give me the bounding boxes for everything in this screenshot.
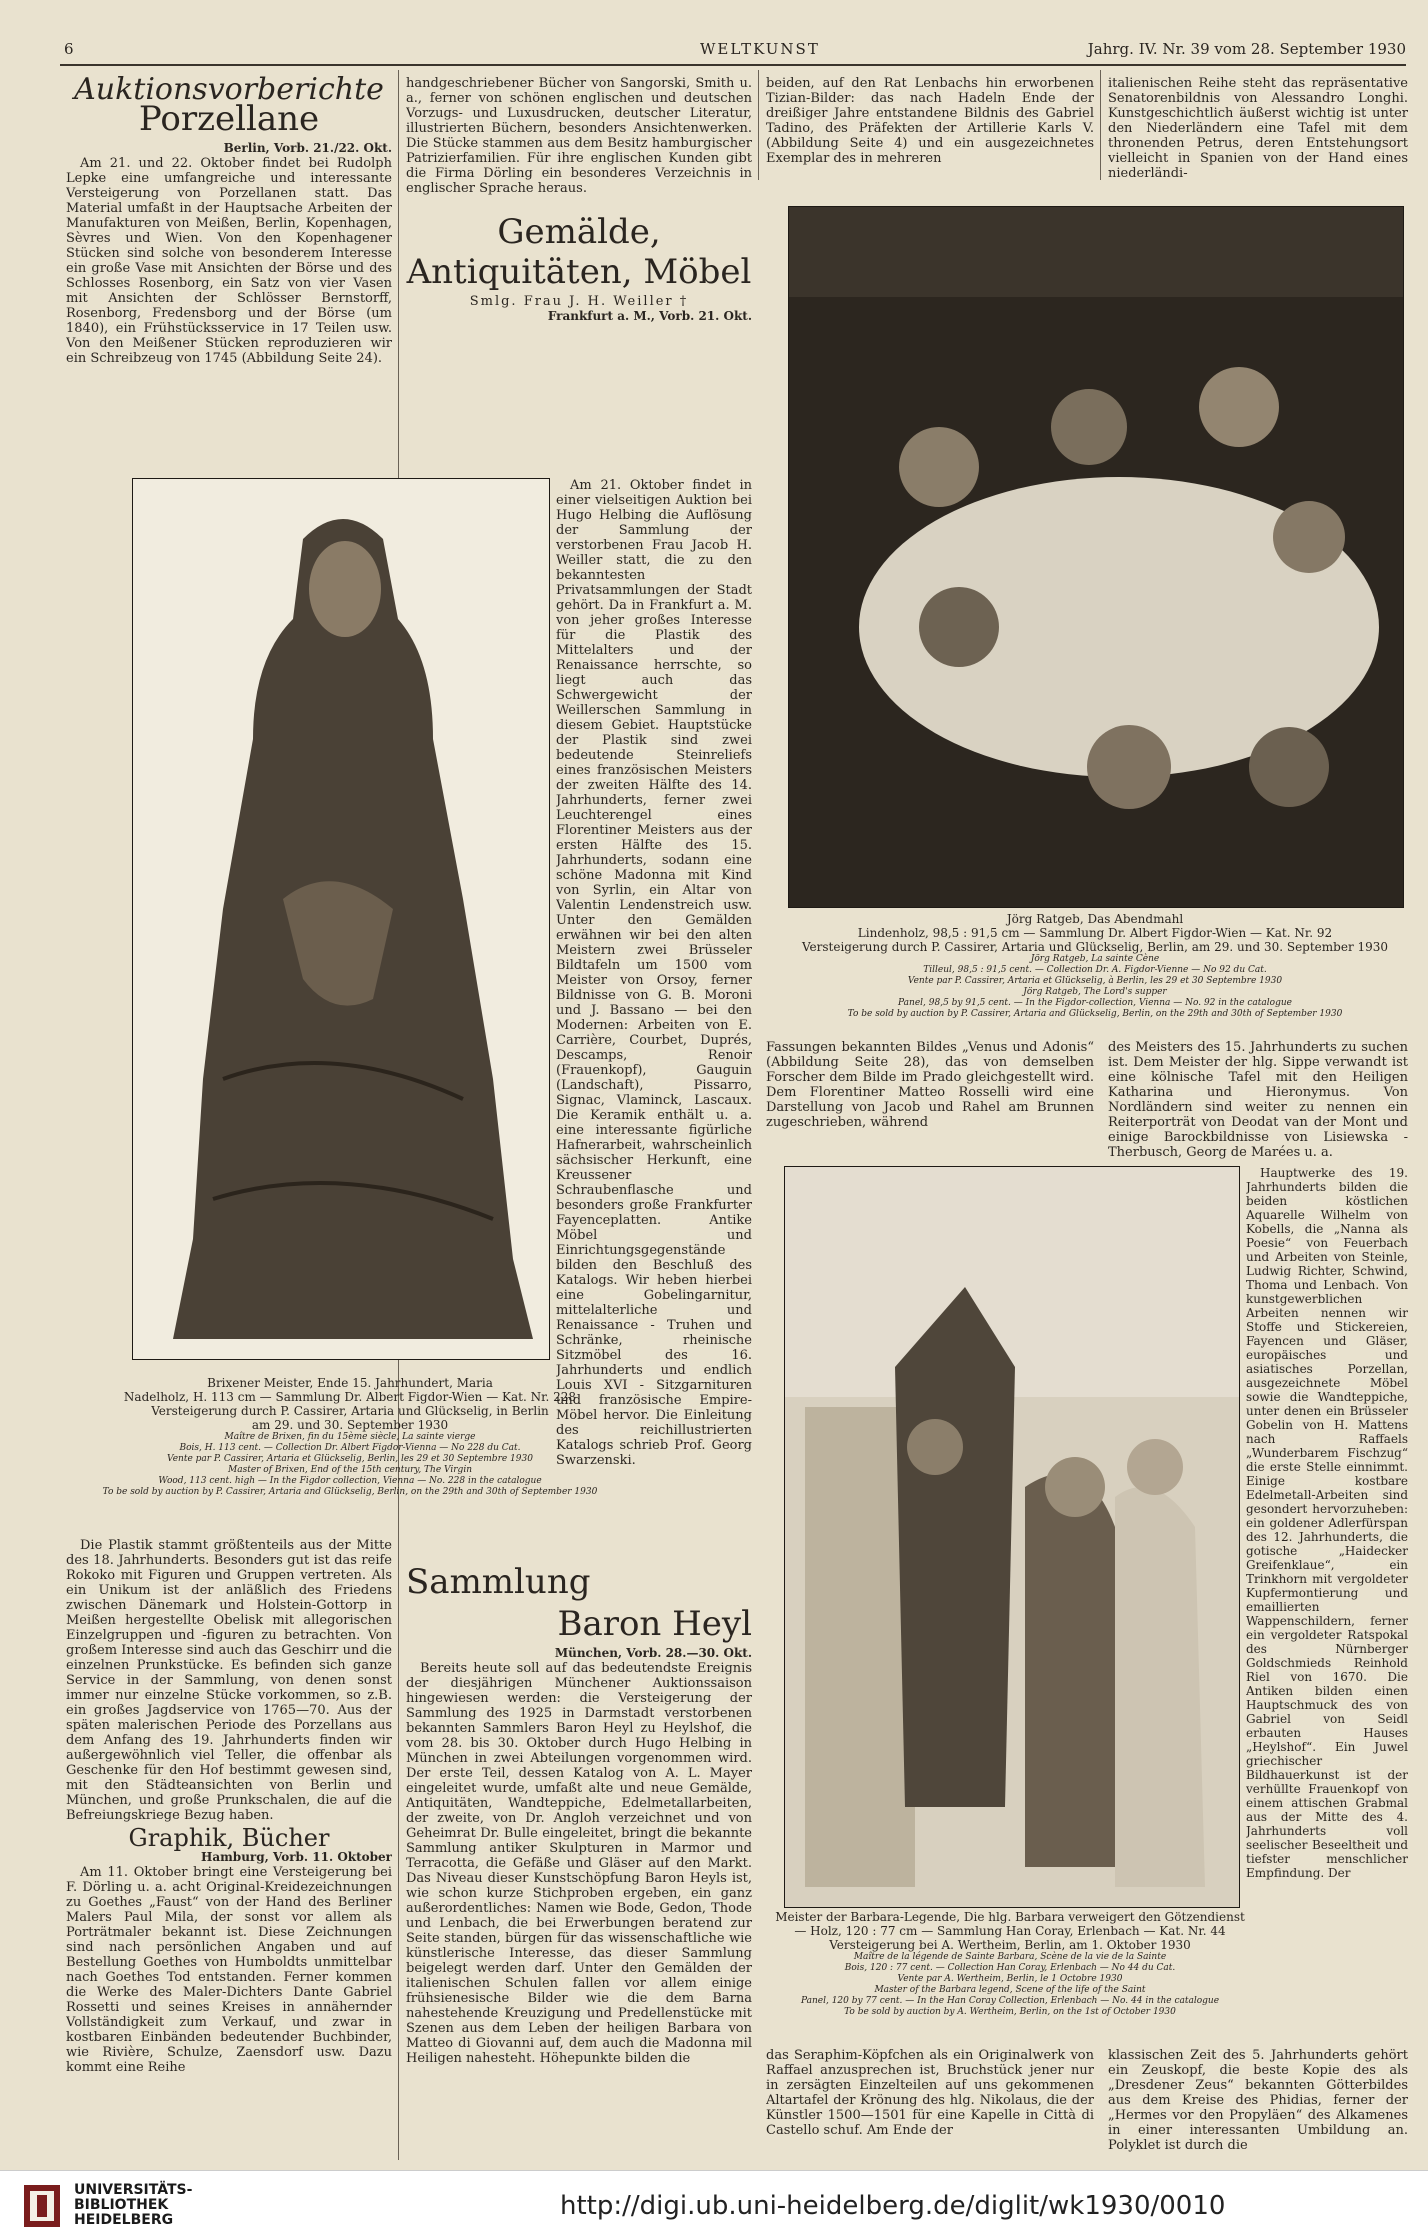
library-line: HEIDELBERG bbox=[74, 2212, 174, 2228]
article-text: Am 11. Oktober bringt eine Versteigerung bei F. Dörling u. a. acht Original-Kreidezeichnungen zu Goethes „Faust“ von der Hand des Berliner Malers Paul Mila, der sonst vor allem als Porträtmaler bekannt ist. Diese Zeichnungen sind nach persönlichen Angaben und auf Bestellung Goethes von Humboldts unmittelbar nach Goethes Tod entstanden. Ferner kommen die Werke des Maler-Dichters Dante Gabriel Rossetti und seines Kreises in annähernder Vollständigkeit zum Verkauf, und zwar in kostbaren Einbänden bedeutender Buchbinder, wie Rivière, Schulze, Zaensdorf usw. Dazu kommt eine Reihe bbox=[66, 1865, 392, 2075]
col3-bottom bbox=[766, 2048, 1094, 2160]
caption-english: Jörg Ratgeb, The Lord's supper bbox=[1023, 987, 1167, 997]
figure-abendmahl-painting bbox=[788, 206, 1404, 908]
section-kicker: Auktionsvorberichte bbox=[74, 76, 384, 107]
caption-french: Vente par P. Cassirer, Artaria et Glückselig, Berlin, les 29 et 30 Septembre 1930 bbox=[167, 1454, 533, 1464]
column-rule bbox=[1100, 70, 1101, 180]
page-number: 6 bbox=[64, 40, 74, 58]
article-text: Am 21. Oktober findet in einer vielseitigen Auktion bei Hugo Helbing die Auflösung der Sammlung der verstorbenen Frau Jacob H. Weiller statt, die zu den bekanntesten Privatsammlungen der Stadt gehört. Da in Frankfurt a. M. von jeher großes Interesse für die Plastik des Mittelalters und der Renaissance herrschte, so liegt auch das Schwergewicht der Weillerschen Sammlung in diesem Gebiet. Hauptstücke der Plastik sind zwei bedeutende Steinreliefs eines französischen Meisters der zweiten Hälfte des 14. Jahrhunderts, ferner zwei Leuchterengel eines Florentiner Meisters aus der ersten Hälfte des 15. Jahrhunderts, sodann eine schöne Madonna mit Kind von Syrlin, ein Altar von Valentin Lendenstreich usw. Unter den Gemälden erwähnen wir bei den alten Meistern zwei Brüsseler Bildtafeln um 1500 vom Meister von Orsoy, ferner Bildnisse von G. B. Moroni und J. Bassano — bei den Modernen: Arbeiten von E. Carrière, Courbet, Duprés, Descamps, Renoir (Frauenkopf), Gauguin (Landschaft), Pissarro, Signac, Vlaminck, Lascaux. Die Keramik enthält u. a. eine interessante figürliche Hafnerarbeit, wahrscheinlich sächsischer Herkunft, eine Kreussener Schraubenflasche und besonders große Frankfurter Fayenceplatten. Antike Möbel und Einrichtungsgegenstände bilden den Beschluß des Katalogs. Wir heben hierbei eine Gobelingarnitur, mittelalterliche und Renaissance - Truhen und Schränke, rheinische Sitzmöbel des 16. Jahrhunderts und endlich Louis XVI - Sitzgarnituren und französische Empire-Möbel hervor. Die Einleitung des reichillustrierten Katalogs schrieb Prof. Georg Swarzenski. bbox=[556, 478, 752, 1468]
caption-english: Panel, 120 by 77 cent. — In the Han Coray Collection, Erlenbach — No. 44 in the catalogue bbox=[800, 1996, 1220, 2006]
caption-line: Versteigerung durch P. Cassirer, Artaria und Glückselig, in Berlin bbox=[151, 1404, 549, 1418]
col4-top bbox=[1108, 76, 1408, 180]
article-text: Die Plastik stammt größtenteils aus der Mitte des 18. Jahrhunderts. Besonders gut ist das reife Rokoko mit Figuren und Gruppen vertreten. Als ein Unikum ist der anläßlich des Friedens zwischen Dänemark und Holstein-Gottorp in Meißen hergestellte Obelisk mit allegorischen Einzelgruppen und -figuren zu betrachten. Von großem Interesse sind auch das Geschirr und die einzelnen Prunkstücke. Es befinden sich ganze Service in der Sammlung, von denen sonst immer nur einzelne Stücke vorkommen, so z.B. ein großes Jagdservice von 1765—70. Aus der späten malerischen Periode des Porzellans aus dem Anfang des 19. Jahrhunderts finden wir außergewöhnlich viel Teller, die offenbar als Geschenke für den Hof bestimmt gewesen sind, mit den Städteansichten von Berlin und München, und große Prunkschalen, die auf die Befreiungskriege Bezug haben. bbox=[66, 1538, 392, 1823]
dateline: Hamburg, Vorb. 11. Oktober bbox=[201, 1850, 392, 1864]
library-line: BIBLIOTHEK bbox=[74, 2197, 169, 2213]
article-text: italienischen Reihe steht das repräsentative Senatorenbildnis von Alessandro Longhi. Kunstgeschichtlich äußerst wichtig ist unter den Niederländern eine Tafel mit dem thronenden Petrus, deren Entstehungsort vielleicht in Spanien von der Hand eines niederländi- bbox=[1108, 76, 1408, 180]
caption-french: Tilleul, 98,5 : 91,5 cent. — Collection Dr. A. Figdor-Vienne — No 92 du Cat. bbox=[923, 965, 1267, 975]
permalink-url[interactable]: http://digi.ub.uni-heidelberg.de/diglit/wk1930/0010 bbox=[560, 2191, 1226, 2221]
caption-english: To be sold by auction by A. Wertheim, Berlin, on the 1st of October 1930 bbox=[844, 2007, 1176, 2017]
caption-line: Lindenholz, 98,5 : 91,5 cm — Sammlung Dr. Albert Figdor-Wien — Kat. Nr. 92 bbox=[857, 926, 1333, 940]
article-text: Am 21. und 22. Oktober findet bei Rudolph Lepke eine umfangreiche und interessante Versteigerung von Porzellanen statt. Das Material umfaßt in der Hauptsache Arbeiten der Manufakturen von Meißen, Berlin, Kopenhagen, Sèvres und Wien. Von den Kopenhagener Stücken sind solche von besonderem Interesse ein große Vase mit Ansichten der Börse und des Schlosses Rosenborg, ein Satz von vier Vasen mit Ansichten der Schlösser Bernstorff, Rosenborg, Fredensborg und der Börse (um 1840), ein Frühstücksservice in 17 Teilen usw. Von den Meißener Stücken reproduzieren wir ein Schreibzeug von 1745 (Abbildung Seite 24). bbox=[66, 156, 392, 366]
section-title-baron-heyl: Baron Heyl bbox=[557, 1604, 752, 1644]
caption-english: Master of Brixen, End of the 15th century, The Virgin bbox=[228, 1465, 472, 1475]
library-line: UNIVERSITÄTS- bbox=[74, 2182, 193, 2198]
col2-narrow bbox=[556, 478, 752, 1538]
caption-english: Panel, 98,5 by 91,5 cent. — In the Figdor-collection, Vienna — No. 92 in the catalogue bbox=[898, 998, 1292, 1008]
article-text: Fassungen bekannten Bildes „Venus und Adonis“ (Abbildung Seite 28), das von demselben Forscher dem Bilde im Prado gleichgestellt wird. Dem Florentiner Matteo Rosselli wird eine Darstellung von Jacob und Rahel am Brunnen zugeschrieben, während bbox=[766, 1040, 1094, 1130]
article-text: beiden, auf den Rat Lenbachs hin erworbenen Tizian-Bilder: das nach Hadeln Ende der dreißiger Jahre entstandene Bildnis des Gabriel Tadino, des Präfekten der Artillerie Karls V. (Abbildung Seite 4) und ein ausgezeichnetes Exemplar des in mehreren bbox=[766, 76, 1094, 166]
digitization-footer bbox=[0, 2170, 1428, 2240]
article-text: das Seraphim-Köpfchen als ein Originalwerk von Raffael anzusprechen ist, Bruchstück jener nur in zersägten Einzelteilen auf uns gekommenen Altartafel der Krönung des hlg. Nikolaus, die der Künstler 1500—1501 für eine Kapelle in Città di Castello schuf. Am Ende der bbox=[766, 2048, 1094, 2138]
journal-title: WELTKUNST bbox=[700, 40, 820, 58]
col2-top bbox=[406, 76, 752, 476]
article-text: des Meisters des 15. Jahrhunderts zu suchen ist. Dem Meister der hlg. Sippe verwandt ist eine kölnische Tafel mit den Heiligen Katharina und Hieronymus. Von Nordländern sind weiter zu nennen ein Reiterporträt von Deodat van der Mont und einige Barockbildnisse von Lisiewska - Therbusch, Georg de Marées u. a. bbox=[1108, 1040, 1408, 1160]
col1-bottom bbox=[66, 1538, 392, 2158]
column-rule bbox=[758, 70, 759, 180]
caption-french: Vente par A. Wertheim, Berlin, le 1 Octobre 1930 bbox=[897, 1974, 1123, 1984]
caption-english: To be sold by auction by P. Cassirer, Artaria and Glückselig, Berlin, on the 29th and 30th of September 1930 bbox=[102, 1487, 598, 1497]
col4-bottom bbox=[1108, 2048, 1408, 2160]
caption-line: am 29. und 30. September 1930 bbox=[251, 1418, 449, 1432]
col4-mid bbox=[1108, 1040, 1408, 1162]
caption-french: Vente par P. Cassirer, Artaria et Glückselig, à Berlin, les 29 et 30 Septembre 1930 bbox=[907, 976, 1283, 986]
col2-bottom bbox=[406, 1560, 752, 2160]
caption-english: Wood, 113 cent. high — In the Figdor collection, Vienna — No. 228 in the catalogue bbox=[158, 1476, 542, 1486]
article-text: handgeschriebener Bücher von Sangorski, Smith u. a., ferner von schönen englischen und deutschen Vorzugs- und Luxusdrucken, deutscher Literatur, illustrierten Büchern, besonders Ansichtenwerken. Die Stücke stammen aus dem Besitz hamburgischer Patrizierfamilien. Für ihre englischen Kunden gibt die Firma Dörling ein besonderes Verzeichnis in englischer Sprache heraus. bbox=[406, 76, 752, 196]
caption-french: Maître de la légende de Sainte Barbara, Scène de la vie de la Sainte bbox=[853, 1952, 1167, 1962]
caption-title: Jörg Ratgeb, Das Abendmahl bbox=[1006, 912, 1184, 926]
col1-top bbox=[66, 76, 392, 446]
col4-side bbox=[1246, 1166, 1408, 1996]
caption-english: Master of the Barbara legend, Scene of the life of the Saint bbox=[874, 1985, 1146, 1995]
dateline: Frankfurt a. M., Vorb. 21. Okt. bbox=[547, 309, 752, 323]
section-title-gemaelde: Gemälde, Antiquitäten, Möbel bbox=[406, 212, 752, 292]
article-text: Hauptwerke des 19. Jahrhunderts bilden die beiden köstlichen Aquarelle Wilhelm von Kobells, die „Nanna als Poesie“ von Feuerbach und Arbeiten von Steinle, Ludwig Richter, Schwind, Thoma und Lenbach. Von kunstgewerblichen Arbeiten nennen wir Stoffe und Stickereien, Fayencen und Gläser, europäisches und asiatisches Porzellan, ausgezeichnete Möbel sowie die Wandteppiche, unter denen ein Brüsseler Gobelin von H. Mattens nach Raffaels „Wunderbarem Fischzug“ die erste Stelle einnimmt. Einige kostbare Edelmetall-Arbeiten sind gesondert hervorzuheben: ein goldener Adlerfürspan des 12. Jahrhunderts, die gotische „Haidecker Greifenklaue“, ein Trinkhorn mit vergoldeter Kupfermontierung und emaillierten Wappenschildern, ferner ein vergoldeter Ratspokal des Nürnberger Goldschmieds Reinhold Riel von 1670. Die Antiken bilden einen Hauptschmuck des von Gabriel von Seidl erbauten Hauses „Heylshof“. Ein Juwel griechischer Bildhauerkunst ist der verhüllte Frauenkopf von einem attischen Grabmal aus der Mitte des 4. Jahrhunderts voll seelischer Beseeltheit und tiefster menschlicher Empfindung. Der bbox=[1246, 1166, 1408, 1880]
caption-line: Nadelholz, H. 113 cm — Sammlung Dr. Albert Figdor-Wien — Kat. Nr. 228 bbox=[123, 1390, 577, 1404]
caption-french: Bois, H. 113 cent. — Collection Dr. Albert Figdor-Vienna — No 228 du Cat. bbox=[179, 1443, 521, 1453]
caption-line: Versteigerung bei A. Wertheim, Berlin, am 1. Oktober 1930 bbox=[829, 1938, 1191, 1952]
figure-1-caption bbox=[70, 1376, 630, 1498]
col3-mid bbox=[766, 1040, 1094, 1132]
caption-french: Jörg Ratgeb, La sainte Cène bbox=[1030, 954, 1160, 964]
university-seal-icon bbox=[20, 2181, 64, 2231]
figure-maria-sculpture bbox=[132, 478, 550, 1360]
section-title-sammlung: Sammlung bbox=[406, 1562, 591, 1602]
caption-english: To be sold by auction by P. Cassirer, Artaria and Glückselig, Berlin, on the 29th and 30th of September 1930 bbox=[847, 1009, 1343, 1019]
figure-barbara-painting bbox=[784, 1166, 1240, 1908]
library-name bbox=[74, 2183, 192, 2228]
article-text: klassischen Zeit des 5. Jahrhunderts gehört ein Zeuskopf, die beste Kopie des als „Dresdener Zeus“ bekannten Götterbildes aus dem Kreise des Phidias, ferner der „Hermes vor den Propyläen“ des Alkamenes in einer interessanten Umbildung an. Polyklet ist durch die bbox=[1108, 2048, 1408, 2153]
article-text: Bereits heute soll auf das bedeutendste Ereignis der diesjährigen Münchener Auktionssaison hingewiesen werden: die Versteigerung der Sammlung des 1925 in Darmstadt verstorbenen bekannten Sammlers Baron Heyl zu Heylshof, die vom 28. bis 30. Oktober durch Hugo Helbing in München in zwei Abteilungen vorgenommen wird. Der erste Teil, dessen Katalog von A. L. Mayer eingeleitet wurde, umfaßt alte und neue Gemälde, Antiquitäten, Wandteppiche, Edelmetallarbeiten, der zweite, von Dr. Angloh verzeichnet und von Geheimrat Dr. Bulle eingeleitet, bringt die bekannte Sammlung antiker Skulpturen in Marmor und Terracotta, die Gefäße und Gläser auf den Markt. Das Niveau dieser Kunstschöpfung Baron Heyls ist, wie schon kurze Stichproben ergeben, ein ganz außerordentliches: Namen wie Bode, Gedon, Thode und Lenbach, die bei Erwerbungen beratend zur Seite standen, bürgen für das wissenschaftliche wie künstlerische Interesse, das dieser Sammlung beigelegt werden darf. Unter den Gemälden der italienischen Schulen fallen vor allem einige frühsienesische Bilder wie die dem Barna nahestehende Kreuzigung und Predellenstücke mit Szenen aus dem Leben der heiligen Barbara von Matteo di Giovanni auf, dem auch die Madonna mil Heiligen nahesteht. Höhepunkte bilden die bbox=[406, 1661, 752, 2066]
dateline: München, Vorb. 28.—30. Okt. bbox=[554, 1646, 752, 1660]
section-title-porzellane: Porzellane bbox=[138, 99, 320, 139]
subtitle-weiller: Smlg. Frau J. H. Weiller † bbox=[469, 294, 689, 309]
col3-top bbox=[766, 76, 1094, 180]
figure-2-caption bbox=[770, 912, 1420, 1020]
figure-3-caption bbox=[770, 1910, 1250, 2018]
caption-french: Maître de Brixen, fin du 15ème siècle, La sainte vierge bbox=[224, 1432, 476, 1442]
caption-title: Meister der Barbara-Legende, Die hlg. Barbara verweigert den Götzendienst — Holz, 120 : 77 cm — Sammlung Han Coray, Erlenbach — Kat. Nr. 44 bbox=[775, 1910, 1245, 1938]
page-header bbox=[60, 38, 1406, 66]
section-title-graphik: Graphik, Bücher bbox=[128, 1824, 330, 1852]
issue-line: Jahrg. IV. Nr. 39 vom 28. September 1930 bbox=[1087, 40, 1406, 58]
caption-line: Versteigerung durch P. Cassirer, Artaria und Glückselig, Berlin, am 29. und 30. September 1930 bbox=[801, 940, 1389, 954]
caption-french: Bois, 120 : 77 cent. — Collection Han Coray, Erlenbach — No 44 du Cat. bbox=[844, 1963, 1176, 1973]
dateline: Berlin, Vorb. 21./22. Okt. bbox=[223, 141, 392, 155]
caption-title: Brixener Meister, Ende 15. Jahrhundert, Maria bbox=[207, 1376, 493, 1390]
